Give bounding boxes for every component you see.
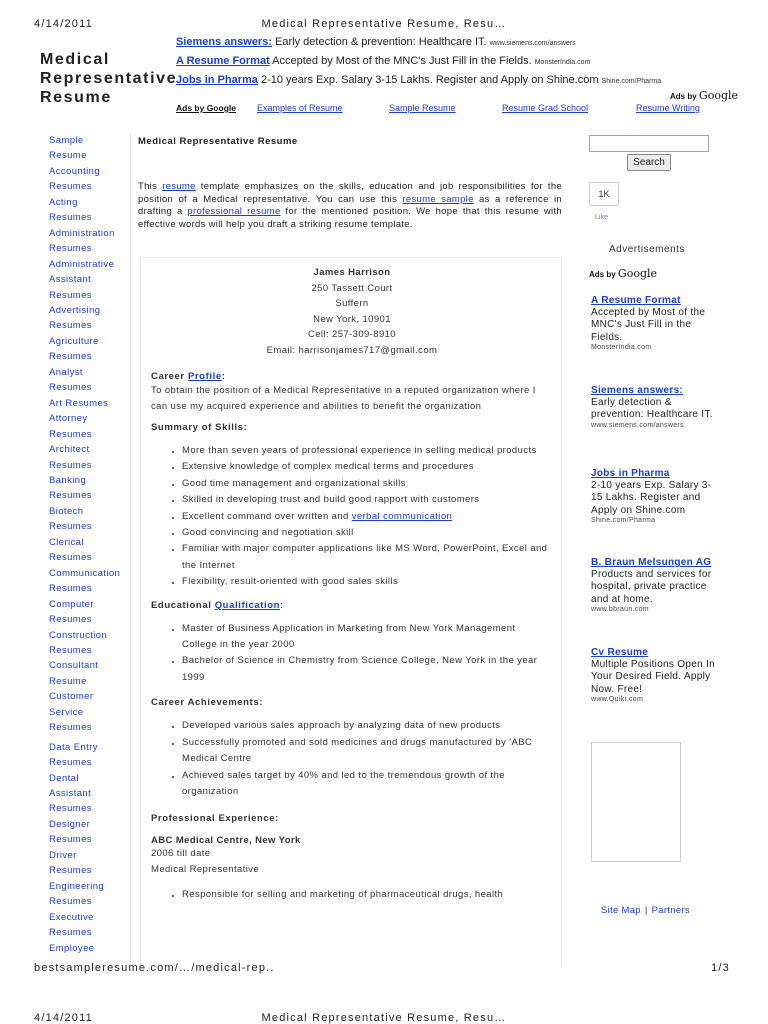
sidebar-nav-link[interactable]: Employee [49, 942, 95, 954]
email-line: Email: harrisonjames717@gmail.com [266, 344, 438, 356]
list-item: • Successfully promoted and sold medicines and drugs manufactured by 'ABC Medical Centre [182, 735, 553, 768]
sidebar-nav-link[interactable]: Art Resumes [49, 397, 109, 409]
sidebar-nav-link[interactable]: Assistant [49, 274, 92, 286]
experience-heading: Professional Experience: [151, 813, 279, 825]
sidebar-nav-link[interactable]: Banking [49, 474, 87, 486]
partners-link[interactable]: Partners [651, 905, 690, 916]
ad-description: Multiple Positions Open In Your Desired Field. Apply Now. Free! [591, 659, 715, 695]
site-title-line: Medical [40, 51, 110, 68]
sidebar-nav-link[interactable]: Analyst [49, 366, 83, 378]
sidebar-nav-link[interactable]: Resumes [49, 521, 92, 533]
duties-list [151, 887, 553, 903]
sidebar-nav-link[interactable]: Executive [49, 911, 94, 923]
sidebar-nav-link[interactable]: Biotech [49, 505, 84, 517]
career-profile-heading [151, 371, 553, 382]
sidebar-nav-link[interactable]: Service [49, 706, 84, 718]
sidebar-nav-link[interactable]: Resumes [49, 644, 92, 656]
sidebar-nav-link[interactable]: Acting [49, 196, 78, 208]
sidebar-nav-link[interactable]: Resumes [49, 614, 92, 626]
sidebar-nav-link[interactable]: Clerical [49, 536, 84, 548]
heading-text: : [221, 371, 226, 382]
resume-sample [140, 257, 562, 968]
sidebar-nav-link[interactable]: Advertising [49, 304, 101, 316]
site-map-link[interactable]: Site Map [601, 905, 641, 916]
print-title: Medical Representative Resume, Resu… [261, 1012, 507, 1024]
ad-description: Accepted by Most of the MNC's Just Fill in the Fields. [591, 307, 706, 343]
job-role: Medical Representative [151, 864, 260, 876]
sidebar-nav-link[interactable]: Sample [49, 135, 84, 146]
sidebar-nav-link[interactable]: Architect [49, 444, 90, 456]
advertisements-label: Advertisements [609, 244, 685, 255]
list-item: • Developed various sales approach by analyzing data of new products [182, 718, 553, 734]
sidebar-nav-link[interactable]: Resumes [49, 320, 92, 332]
sidebar-nav-link[interactable]: Resume [49, 150, 87, 162]
list-item: • More than seven years of professional experience in selling medical products [182, 443, 553, 459]
sidebar-nav-link[interactable]: Dental [49, 772, 79, 784]
sidebar-nav-link[interactable]: Resumes [49, 289, 92, 301]
ad-source: MonsterIndia.com [591, 344, 652, 352]
top-ad[interactable] [176, 55, 661, 74]
employer: ABC Medical Centre, New York [151, 835, 301, 847]
sidebar-nav-link[interactable]: Computer [49, 598, 94, 610]
ads-by-google-label[interactable] [589, 267, 657, 280]
contact-block [151, 265, 553, 358]
ad-title[interactable]: Jobs in Pharma [591, 468, 670, 479]
sidebar-nav-link[interactable]: Resumes [49, 428, 92, 440]
heading-text: : [280, 599, 284, 611]
sidebar-nav-link[interactable]: Construction [49, 629, 108, 641]
top-ad-source: MonsterIndia.com [534, 59, 591, 66]
sidebar-nav-link[interactable]: Engineering [49, 880, 105, 892]
intro-text: as a reference in drafting a [138, 193, 562, 217]
empty-ad-frame [591, 742, 681, 862]
like-button[interactable]: Like [595, 214, 608, 221]
google-logo: Google [698, 89, 739, 102]
ads-by-prefix: Ads by [670, 92, 697, 101]
ad-title[interactable]: Cv Resume [591, 647, 649, 658]
sidebar-nav-link[interactable]: Agriculture [49, 335, 99, 347]
sidebar-nav-link[interactable]: Resumes [49, 803, 92, 815]
intro-paragraph [138, 181, 562, 231]
phone-line: Cell: 257-309-8910 [307, 329, 396, 340]
sidebar-nav-link[interactable]: Driver [49, 849, 77, 861]
sidebar-nav-link[interactable]: Resumes [49, 927, 92, 939]
profile-link[interactable]: Profile [187, 371, 222, 382]
sidebar-nav-link[interactable]: Resumes [49, 865, 92, 877]
sidebar-nav-link[interactable]: Data Entry [49, 741, 98, 753]
list-item: • Good time management and organizational skills [182, 476, 553, 492]
state-line: New York, 10901 [313, 313, 391, 325]
print-date: 4/14/2011 [34, 18, 93, 30]
sidebar-nav-link[interactable]: Resumes [49, 757, 92, 769]
sidebar-nav-link[interactable]: Resumes [49, 181, 92, 193]
sidebar-ad[interactable] [591, 647, 717, 703]
category-sidebar [42, 133, 131, 963]
top-ad-source: Shine.com/Pharma [601, 78, 662, 85]
sidebar-nav-link[interactable]: Administration [49, 227, 115, 239]
sidebar-nav-link[interactable]: Administrative [49, 258, 115, 270]
sidebar-nav-link[interactable]: Accounting [49, 165, 101, 177]
candidate-name: James Harrison [313, 267, 391, 278]
sidebar-ad[interactable] [591, 385, 717, 429]
ad-link[interactable]: Examples of Resume [257, 103, 343, 113]
sidebar-ad[interactable] [591, 557, 717, 613]
resume-sample-link[interactable]: resume sample [402, 193, 474, 205]
site-title-line: Representative [40, 70, 178, 87]
ad-title[interactable]: Siemens answers: [591, 385, 684, 396]
job-period: 2006 till date [151, 848, 211, 860]
ad-link[interactable]: Resume Grad School [502, 103, 589, 113]
sidebar-ad[interactable] [591, 295, 717, 351]
print-title: Medical Representative Resume, Resu… [261, 18, 507, 30]
list-item: • Good convincing and negotiation skill [182, 525, 553, 541]
like-count: 1K [589, 182, 619, 206]
sidebar-nav-link[interactable]: Resumes [49, 382, 92, 394]
ad-source: www.Quikr.com [591, 696, 644, 704]
resume-link[interactable]: resume [162, 181, 196, 192]
education-heading [151, 600, 553, 611]
list-item-text: Excellent command over written and [182, 510, 352, 522]
search-input[interactable] [589, 135, 709, 152]
top-ad-title[interactable]: A Resume Format [176, 55, 270, 67]
sidebar-nav-link[interactable]: Attorney [49, 413, 88, 425]
professional-resume-link[interactable]: professional resume [187, 206, 281, 217]
sidebar-nav-link[interactable]: Communication [49, 567, 121, 579]
top-ad-desc: Early detection & prevention: Healthcare IT. [272, 36, 490, 48]
sidebar-nav-link[interactable]: Resumes [49, 351, 92, 363]
intro-text: template emphasizes on the skills, education and job responsibilities for the position of a Medical representative. You can use this [138, 181, 562, 205]
site-title-line: Resume [40, 89, 112, 106]
list-item: • Flexibility, result-oriented with good sales skills [182, 574, 553, 590]
sidebar-nav-link[interactable]: Designer [49, 818, 91, 830]
print-date: 4/14/2011 [34, 1012, 93, 1024]
list-item: • Master of Business Application in Marketing from New York Management College in the year 2000 [182, 621, 553, 654]
separator: | [644, 905, 648, 916]
ad-link[interactable]: Sample Resume [389, 103, 456, 113]
sidebar-nav-link[interactable]: Resumes [49, 552, 92, 564]
intro-text: for the mentioned position. We hope that this resume with effective words will help you draft a striking resume template. [138, 206, 562, 230]
sidebar-nav-link[interactable]: Consultant [49, 660, 99, 672]
ad-link[interactable]: Resume Writing [636, 103, 700, 113]
top-ad-title[interactable]: Jobs in Pharma [176, 74, 258, 86]
skills-list [151, 443, 553, 591]
ad-title[interactable]: B. Braun Melsungen AG [591, 557, 712, 568]
list-item: • Bachelor of Science in Chemistry from Science College, New York in the year 1999 [182, 653, 553, 686]
list-item: • Skilled in developing trust and build good rapport with customers [182, 492, 553, 508]
sidebar-nav-link[interactable]: Resumes [49, 459, 92, 471]
print-page-number: 1/3 [711, 962, 730, 974]
list-item: • Extensive knowledge of complex medical terms and procedures [182, 459, 553, 475]
education-list [151, 621, 553, 687]
intro-text: This [138, 181, 163, 192]
achievements-heading: Career Achievements: [151, 697, 263, 709]
ad-description: 2-10 years Exp. Salary 3-15 Lakhs. Register and Apply on Shine.com [591, 480, 712, 516]
top-ad-desc: Accepted by Most of the MNC's Just Fill in the Fields. [269, 55, 535, 67]
google-logo: Google [617, 267, 658, 280]
sidebar-nav-link[interactable]: Resumes [49, 834, 92, 846]
achievements-list [151, 718, 553, 800]
footer-links [601, 905, 690, 916]
skills-heading: Summary of Skills: [151, 422, 248, 433]
top-ad[interactable] [176, 36, 661, 55]
top-ad-source: www.siemens.com/answers [489, 40, 576, 47]
sidebar-nav-link[interactable]: Resumes [49, 490, 92, 502]
sidebar-nav-link[interactable]: Resumes [49, 722, 92, 734]
qualification-link[interactable]: Qualification [214, 599, 281, 611]
sidebar-nav-link[interactable]: Resume [49, 675, 87, 687]
list-item: • Familiar with major computer applications like MS Word, PowerPoint, Excel and the Internet [182, 541, 553, 574]
sidebar-nav-link[interactable]: Resumes [49, 212, 92, 224]
ad-source: www.siemens.com/answers [591, 421, 684, 429]
ad-source: www.bbraun.com [591, 606, 649, 614]
ads-by-google-link[interactable]: Ads by Google [176, 103, 236, 113]
ads-by-google-label[interactable] [670, 89, 738, 102]
ad-source: Shine.com/Pharma [591, 517, 656, 525]
sidebar-nav-link[interactable]: Resumes [49, 583, 92, 595]
ad-description: Early detection & prevention: Healthcare IT. [591, 397, 713, 421]
print-url: bestsampleresume.com/…/medical-rep.. [34, 962, 275, 974]
heading-text: Educational [151, 599, 215, 611]
address-line: 250 Tassett Court [311, 282, 393, 294]
top-ad[interactable] [176, 74, 661, 93]
ad-title[interactable]: A Resume Format [591, 295, 681, 306]
career-profile-text: To obtain the position of a Medical Representative in a reputed organization where I can use my acquired experience and abilities to benefit the organization [151, 385, 536, 412]
site-title[interactable] [40, 50, 177, 107]
sidebar-ad[interactable] [591, 468, 717, 524]
list-item: • Responsible for selling and marketing of pharmaceutical drugs, health [182, 887, 553, 903]
sidebar-nav-link[interactable]: Resumes [49, 243, 92, 255]
list-item [182, 509, 553, 525]
facebook-like-widget[interactable] [589, 182, 619, 228]
top-ad-title[interactable]: Siemens answers: [176, 36, 272, 48]
sidebar-nav-link[interactable]: Customer [49, 691, 94, 703]
heading-text: Career [151, 371, 188, 382]
top-ad-block [176, 36, 661, 93]
sidebar-nav-link[interactable]: Resumes [49, 896, 92, 908]
verbal-communication-link[interactable]: verbal communication [351, 510, 453, 522]
ads-by-prefix: Ads by [589, 270, 616, 279]
search-button[interactable]: Search [627, 154, 671, 171]
list-item: • Achieved sales target by 40% and led to the tremendous growth of the organization [182, 768, 553, 801]
city-line: Suffern [335, 298, 369, 309]
sidebar-nav-link[interactable]: Assistant [49, 788, 92, 800]
ad-description: Products and services for hospital, private practice and at home. [591, 569, 712, 605]
page-title: Medical Representative Resume [138, 136, 298, 147]
top-ad-desc: 2-10 years Exp. Salary 3-15 Lakhs. Register and Apply on Shine.com [257, 74, 602, 86]
main-content [138, 135, 566, 230]
